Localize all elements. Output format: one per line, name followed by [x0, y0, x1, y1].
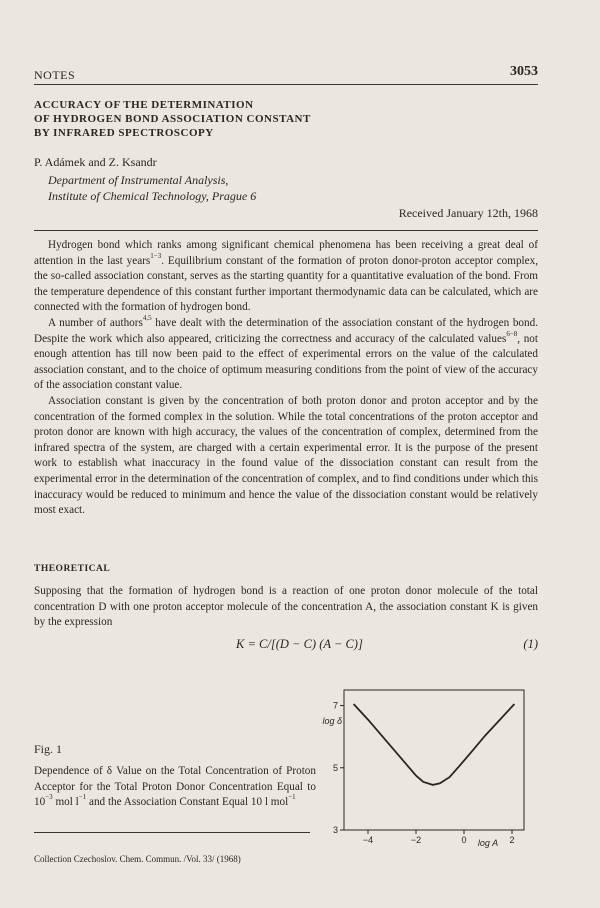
x-tick-label: 0: [461, 835, 467, 845]
abstract-rule: [34, 230, 538, 231]
article-title: [34, 98, 454, 140]
y-tick-label: 5: [332, 762, 338, 773]
reference-superscript: 4,5: [142, 314, 152, 323]
page-number: 3053: [510, 64, 538, 79]
journal-footer: Collection Czechoslov. Chem. Commun. /Vol. 33/ (1968): [34, 854, 241, 864]
paragraph-text: Hydrogen bond which ranks among significant chemical phenomena has been receiving a great deal of attention in the last years: [34, 239, 538, 267]
affiliation-line: Department of Instrumental Analysis,: [48, 173, 229, 187]
affiliation-line: Institute of Chemical Technology, Prague 6: [48, 189, 257, 203]
received-date: Received January 12th, 1968: [398, 206, 538, 220]
figure-label: Fig. 1: [34, 742, 63, 756]
x-axis-label: log A: [477, 838, 499, 848]
paragraph-text: , not enough attention has till now been paid to the effect of experimental errors on the value of the calculated association constant, and to the choice of optimum measuring conditions from the point of view of the accuracy of the association constant value.: [34, 332, 539, 392]
title-line: BY INFRARED SPECTROSCOPY: [34, 127, 214, 139]
paragraph-text: . Equilibrium constant of the formation of proton donor-proton acceptor complex, the so-called association constant, serves as the starting quantity for a quantitative evaluation of the bond. From the temperature dependence of this constant further important thermodynamic data can be calculated, which are connected with the formation of hydrogen bond.: [34, 254, 539, 314]
figure-caption: [34, 764, 316, 811]
chart-series-line: [354, 704, 515, 785]
title-line: OF HYDROGEN BOND ASSOCIATION CONSTANT: [34, 113, 311, 125]
caption-superscript: −1: [288, 793, 296, 802]
author-name: Z. Ksandr: [108, 155, 157, 169]
paragraph-text: have dealt with the determination of the association constant of the hydrogen bond. Despite the work which also appeared, criticizing the correctness and accuracy of the calculated values: [34, 316, 538, 345]
x-tick-label: −4: [362, 835, 374, 845]
equation: [34, 637, 538, 655]
section-heading: THEORETICAL: [34, 564, 111, 574]
caption-superscript: −3: [45, 793, 53, 802]
paragraph-text: A number of authors: [48, 316, 143, 329]
caption-rule: [34, 832, 310, 833]
theoretical-text: Supposing that the formation of hydrogen bond is a reaction of one proton donor molecule of the total concentration D with one proton acceptor molecule of the concentration A, the association constant K is given by the expression: [34, 585, 538, 629]
paragraph: [34, 316, 538, 394]
x-tick-label: −2: [410, 835, 422, 845]
author-name: P. Adámek: [34, 155, 86, 169]
y-axis-label: log δ: [322, 716, 342, 727]
equation-formula: K = C/[(D − C) (A − C)]: [236, 637, 363, 651]
x-tick-label: 2: [509, 835, 515, 845]
reference-superscript: 1−3: [150, 251, 162, 260]
author-conjunction: and: [85, 155, 109, 169]
reference-superscript: 6−8: [506, 329, 518, 338]
caption-text: and the Association Constant Equal 10 l mol: [86, 796, 289, 809]
paragraph: Association constant is given by the concentration of both proton donor and proton acceptor and by the concentration of the formed complex in the solution. While the total concentrations of the proton acceptor and proton donor are known with high accuracy, the values of the concentration of complex, determined from the infrared spectra of the system, are charged with a certain experimental error. It is the purpose of the present work to establish what inaccuracy in the found value of the dissociation constant can result from the experimental error in the determination of the concentration of complex, and to find conditions under which this inaccuracy would be reduced to minimum and hence the value of the dissociation constant would be relatively most exact.: [34, 394, 538, 517]
paragraph: [34, 238, 538, 316]
body-text: [34, 238, 538, 519]
authors: [34, 155, 157, 170]
figure-chart: [300, 680, 540, 850]
y-tick-label: 3: [332, 825, 338, 835]
caption-superscript: −1: [78, 793, 87, 802]
equation-number: (1): [523, 637, 538, 651]
caption-text: mol l: [52, 796, 79, 809]
running-head: NOTES: [34, 68, 76, 82]
caption-text: Dependence of δ Value on the Total Concentration of Proton Acceptor for the Total Proton Donor Concentration Equal to 10: [34, 765, 316, 809]
header-rule: [34, 84, 538, 85]
y-tick-label: 7: [332, 700, 338, 711]
plot-frame: [344, 690, 524, 830]
title-line: ACCURACY OF THE DETERMINATION: [34, 99, 254, 111]
